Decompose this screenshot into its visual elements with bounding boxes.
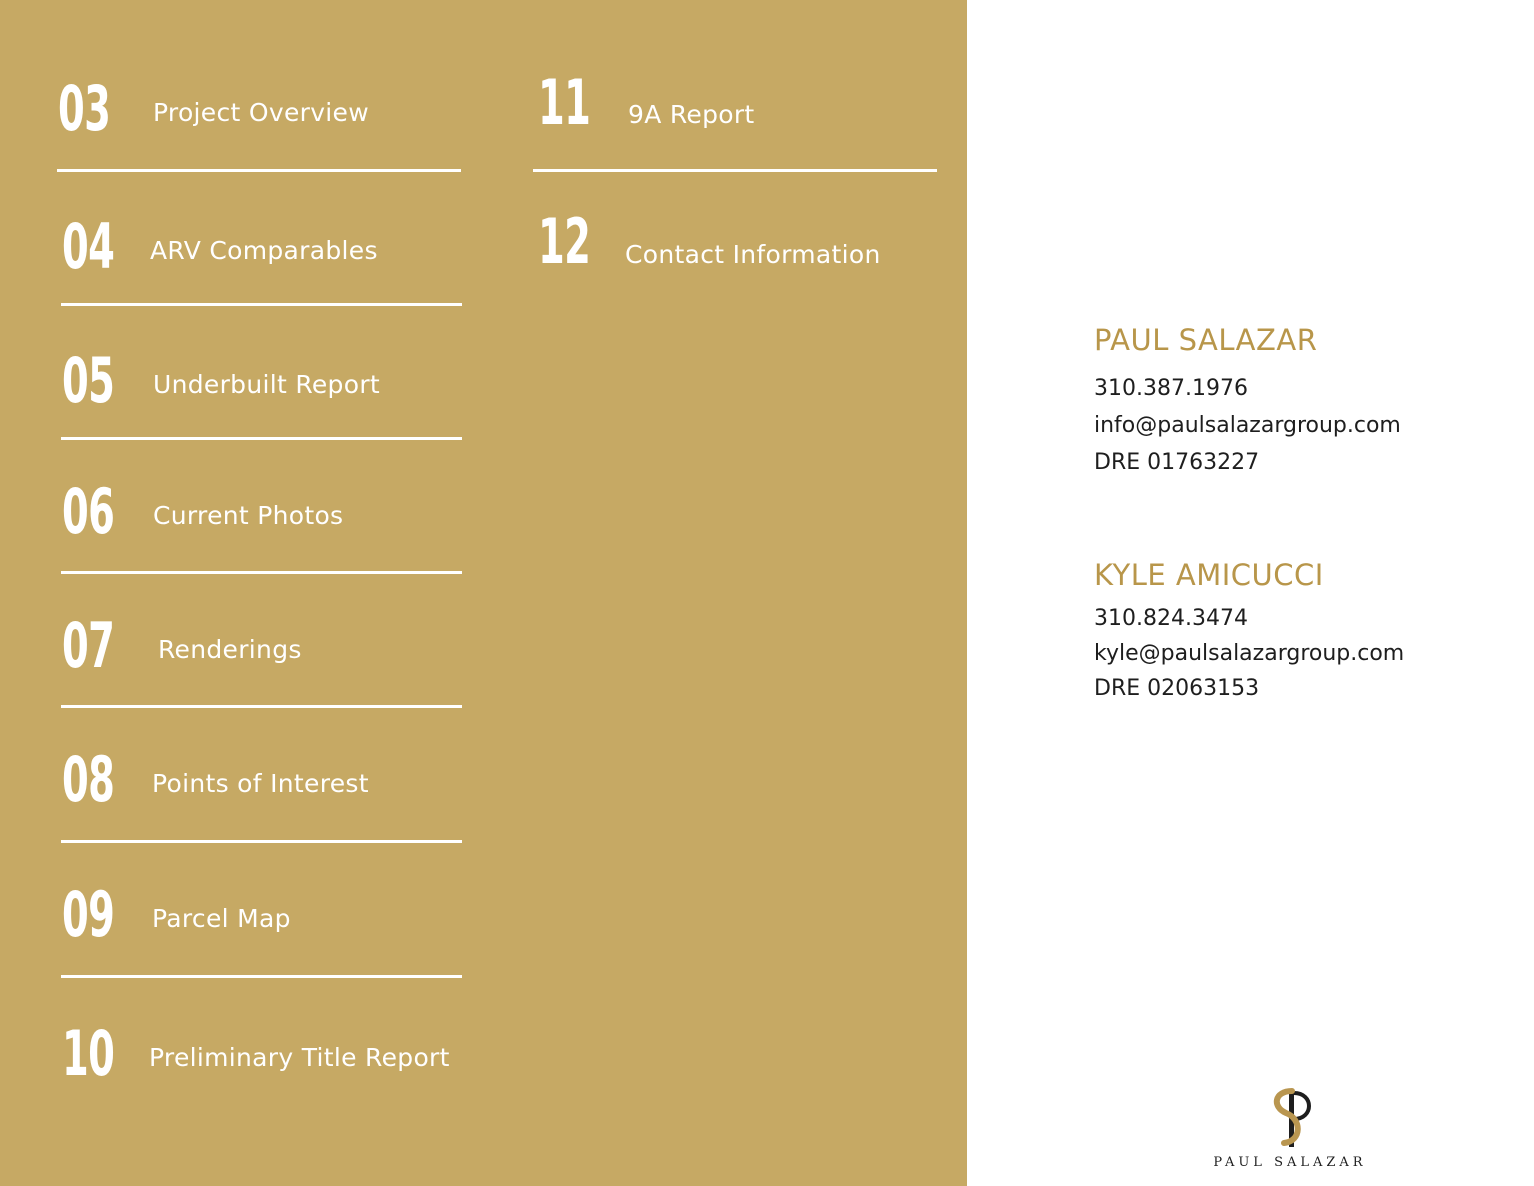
brand-logo	[1210, 1085, 1370, 1175]
toc-number: 08	[62, 743, 115, 816]
toc-label: Current Photos	[153, 501, 344, 530]
toc-label: 9A Report	[628, 100, 755, 129]
toc-label: Points of Interest	[152, 769, 369, 798]
toc-item-underbuilt-report[interactable]	[62, 346, 462, 466]
toc-divider	[533, 169, 937, 172]
toc-label: Parcel Map	[152, 904, 291, 933]
toc-divider	[61, 303, 462, 306]
toc-number: 12	[538, 205, 591, 278]
contact-card-paul-salazar	[1094, 322, 1514, 481]
logo-wordmark: PAUL SALAZAR	[1213, 1155, 1367, 1170]
toc-item-contact-information[interactable]	[538, 207, 936, 327]
toc-label: Renderings	[158, 635, 302, 664]
toc-item-preliminary-title-report[interactable]	[62, 1019, 462, 1139]
toc-item-parcel-map[interactable]	[62, 880, 462, 1000]
toc-divider	[61, 975, 462, 978]
toc-divider	[61, 840, 462, 843]
toc-item-points-of-interest[interactable]	[62, 745, 462, 865]
contact-dre: DRE 02063153	[1094, 676, 1260, 701]
toc-label: Underbuilt Report	[153, 370, 380, 399]
contact-phone[interactable]: 310.387.1976	[1094, 376, 1248, 401]
toc-divider	[61, 437, 462, 440]
toc-number: 07	[62, 609, 115, 682]
toc-number: 04	[62, 210, 115, 283]
toc-item-arv-comparables[interactable]	[62, 212, 462, 332]
contact-email[interactable]: kyle@paulsalazargroup.com	[1094, 641, 1405, 666]
contact-card-kyle-amicucci	[1094, 557, 1514, 706]
toc-label: ARV Comparables	[150, 236, 378, 265]
toc-item-renderings[interactable]	[62, 611, 462, 731]
toc-item-project-overview[interactable]	[58, 74, 462, 194]
toc-number: 06	[62, 475, 115, 548]
contact-dre: DRE 01763227	[1094, 450, 1260, 475]
sp-monogram-icon	[1210, 1085, 1370, 1151]
contact-phone[interactable]: 310.824.3474	[1094, 606, 1248, 631]
contact-name: PAUL SALAZAR	[1094, 323, 1318, 357]
toc-divider	[57, 169, 461, 172]
toc-number: 03	[58, 72, 111, 145]
toc-label: Preliminary Title Report	[149, 1043, 450, 1072]
toc-divider	[61, 571, 462, 574]
contact-email[interactable]: info@paulsalazargroup.com	[1094, 413, 1401, 438]
contact-name: KYLE AMICUCCI	[1094, 558, 1324, 592]
toc-item-current-photos[interactable]	[62, 477, 462, 597]
toc-label: Contact Information	[625, 240, 881, 269]
toc-number: 05	[62, 344, 115, 417]
toc-number: 11	[538, 66, 591, 139]
toc-label: Project Overview	[153, 98, 369, 127]
toc-divider	[61, 705, 462, 708]
toc-number: 10	[62, 1017, 115, 1090]
toc-number: 09	[62, 878, 115, 951]
